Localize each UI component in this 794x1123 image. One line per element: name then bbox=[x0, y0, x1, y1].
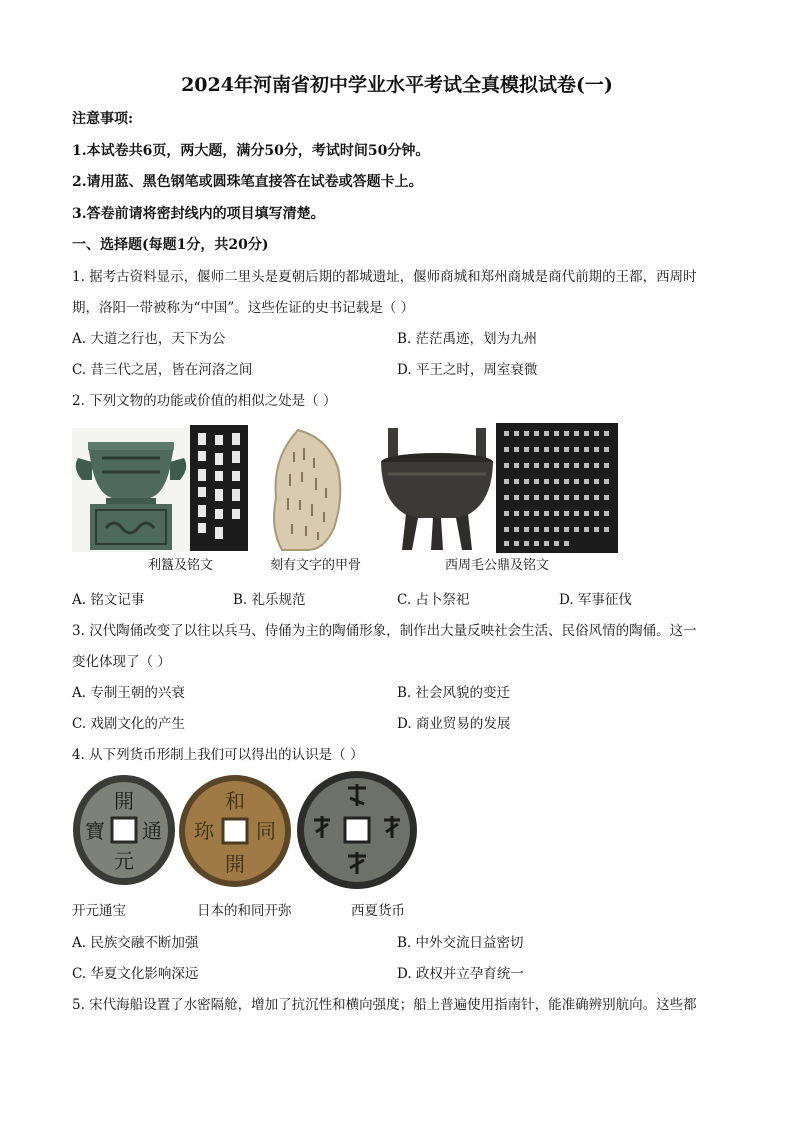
li-gui-bronze-vessel-image bbox=[72, 428, 190, 552]
wado-kaichin-coin-image bbox=[178, 774, 292, 888]
coin-char: 通 bbox=[142, 819, 162, 843]
question-4-option-c[interactable]: C. 华夏文化影响深远 bbox=[72, 966, 199, 982]
notice-item: 3.答卷前请将密封线内的项目填写清楚。 bbox=[72, 206, 325, 222]
question-2-option-b[interactable]: B. 礼乐规范 bbox=[233, 592, 306, 608]
question-1-option-a[interactable]: A. 大道之行也，天下为公 bbox=[72, 331, 226, 347]
figure-caption: 刻有文字的甲骨 bbox=[270, 558, 362, 573]
coin-char: 元 bbox=[114, 849, 134, 873]
coin-char: 珎 bbox=[194, 819, 214, 843]
question-1-option-d[interactable]: D. 平王之时，周室衰微 bbox=[397, 362, 538, 378]
question-4-option-b[interactable]: B. 中外交流日益密切 bbox=[397, 935, 524, 951]
notice-heading: 注意事项: bbox=[72, 111, 134, 127]
question-3-option-a[interactable]: A. 专制王朝的兴衰 bbox=[72, 685, 185, 701]
coin-caption: 开元通宝 bbox=[72, 903, 126, 919]
oracle-bone-image bbox=[268, 428, 344, 552]
figure-caption: 西周毛公鼎及铭文 bbox=[445, 558, 550, 573]
li-gui-inscription-rubbing-image bbox=[190, 425, 248, 551]
question-4-stem: 4. 从下列货币形制上我们可以得出的认识是（ ） bbox=[72, 747, 364, 763]
question-1-stem: 1. 据考古资料显示，偃师二里头是夏朝后期的都城遗址，偃师商城和郑州商城是商代前期的王都，西周时 bbox=[72, 269, 697, 285]
question-3-stem: 3. 汉代陶俑改变了以往以兵马、侍俑为主的陶俑形象，制作出大量反映社会生活、民俗风情的陶俑。这一 bbox=[72, 623, 697, 639]
coin-caption: 日本的和同开弥 bbox=[197, 903, 292, 919]
coin-char: 開 bbox=[225, 852, 245, 876]
question-2-option-a[interactable]: A. 铭文记事 bbox=[72, 592, 145, 608]
coin-char: 開 bbox=[114, 789, 134, 813]
question-2-option-d[interactable]: D. 军事征伐 bbox=[559, 592, 632, 608]
page-title: 2024年河南省初中学业水平考试全真模拟试卷(一) bbox=[181, 74, 613, 96]
notice-item: 2.请用蓝、黑色钢笔或圆珠笔直接答在试卷或答题卡上。 bbox=[72, 174, 423, 190]
question-4-option-a[interactable]: A. 民族交融不断加强 bbox=[72, 935, 199, 951]
question-3-option-b[interactable]: B. 社会风貌的变迁 bbox=[397, 685, 511, 701]
question-2-option-c[interactable]: C. 占卜祭祀 bbox=[397, 592, 470, 608]
question-5-stem: 5. 宋代海船设置了水密隔舱，增加了抗沉性和横向强度；船上普遍使用指南针，能准确辨别航向。这些都 bbox=[72, 997, 697, 1013]
figure-caption: 利簋及铭文 bbox=[148, 558, 214, 573]
question-1-stem: 期，洛阳一带被称为“中国”。这些佐证的史书记载是（ ） bbox=[72, 300, 415, 316]
mao-gong-ding-image bbox=[378, 426, 496, 552]
coin-caption: 西夏货币 bbox=[351, 903, 405, 919]
coin-char: 同 bbox=[256, 819, 276, 843]
question-2-stem: 2. 下列文物的功能或价值的相似之处是（ ） bbox=[72, 393, 337, 409]
coin-char: 和 bbox=[225, 789, 245, 813]
question-4-option-d[interactable]: D. 政权并立孕育统一 bbox=[397, 966, 524, 982]
question-1-option-c[interactable]: C. 昔三代之居，皆在河洛之间 bbox=[72, 362, 253, 378]
kaiyuan-tongbao-coin-image bbox=[72, 774, 176, 886]
question-3-option-c[interactable]: C. 戏剧文化的产生 bbox=[72, 716, 185, 732]
notice-item: 1.本试卷共6页，两大题，满分50分，考试时间50分钟。 bbox=[72, 143, 430, 159]
question-1-option-b[interactable]: B. 茫茫禹迹，划为九州 bbox=[397, 331, 538, 347]
western-xia-coin-image bbox=[296, 770, 418, 890]
question-3-option-d[interactable]: D. 商业贸易的发展 bbox=[397, 716, 511, 732]
coin-char: 寶 bbox=[85, 819, 105, 843]
mao-gong-ding-inscription-image bbox=[496, 423, 618, 553]
section-heading: 一、选择题(每题1分，共20分) bbox=[72, 237, 269, 253]
question-3-stem: 变化体现了（ ） bbox=[72, 654, 171, 670]
